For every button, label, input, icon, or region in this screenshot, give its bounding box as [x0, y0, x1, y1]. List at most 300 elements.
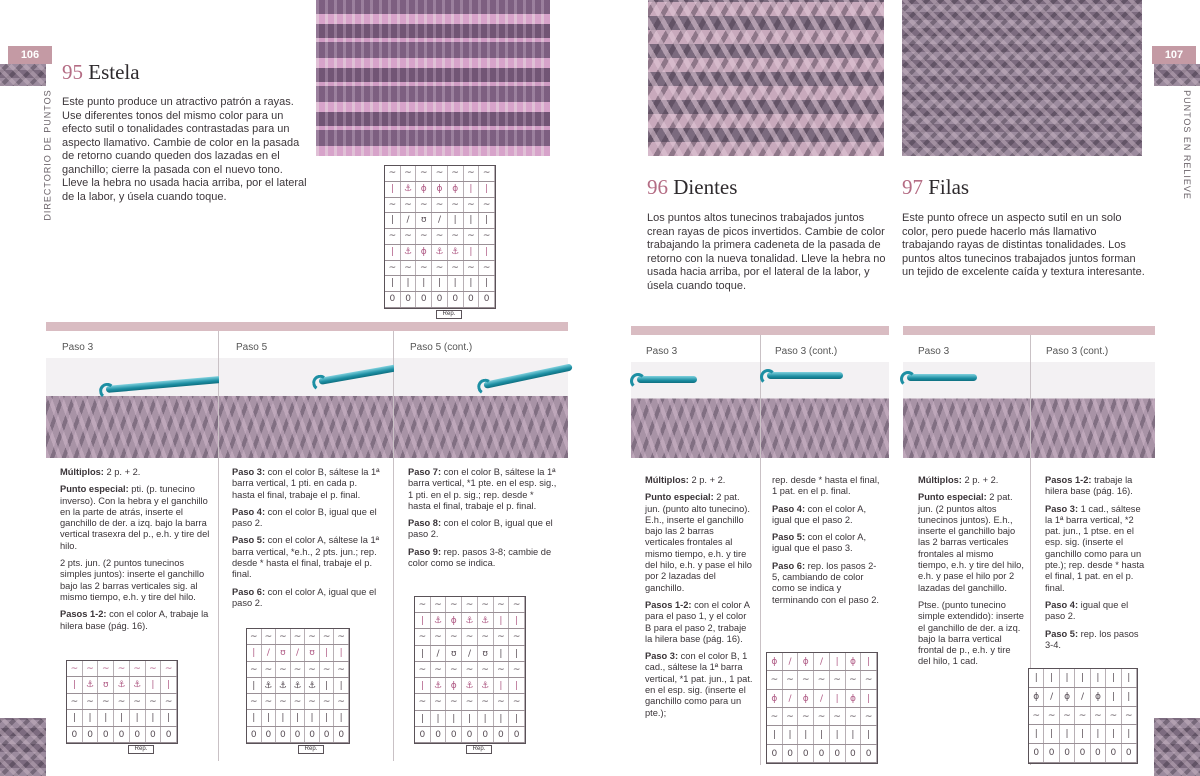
- chart-symbol: ⚓: [401, 245, 417, 260]
- chart-symbol: ~: [861, 708, 877, 725]
- crochet-hook-icon: [907, 374, 977, 381]
- stitch-97-step-photo-1: [903, 362, 1030, 458]
- chart-symbol: ~: [416, 261, 432, 276]
- chart-symbol: ~: [814, 671, 830, 688]
- chart-symbol: ~: [1091, 707, 1106, 725]
- chart-row: [415, 694, 525, 710]
- chart-symbol: 0: [130, 727, 146, 742]
- chart-symbol: ʊ: [276, 645, 291, 660]
- chart-symbol: ~: [509, 629, 525, 644]
- chart-symbol: /: [783, 690, 799, 707]
- chart-symbol: |: [861, 690, 877, 707]
- chart-symbol: |: [767, 726, 783, 743]
- instruction-step-text: 2 pat. jun. (2 puntos altos tunecinos juntos). E.h., inserte el ganchillo bajo las 2 barras verticales frontales al mismo tiempo, e.h. y tire del hilo, e.h. y pase el hilo por 2 lazadas del ganchillo.: [918, 492, 1024, 593]
- chart-symbol: ~: [83, 694, 99, 709]
- chart-symbol: |: [830, 690, 846, 707]
- chart-symbol: |: [416, 276, 432, 291]
- chart-symbol: |: [1122, 725, 1137, 743]
- chart-symbol: |: [479, 276, 495, 291]
- chart-symbol: ~: [161, 694, 177, 709]
- chart-symbol: |: [1060, 669, 1075, 687]
- stitch-95-number: 95: [62, 60, 83, 84]
- chart-symbol: |: [478, 711, 494, 726]
- chart-symbol: ~: [334, 662, 349, 677]
- chart-symbol: |: [464, 276, 480, 291]
- stitch-95-title: [62, 60, 140, 85]
- instruction-step-label: Múltiplos:: [60, 467, 104, 477]
- chart-symbol: ~: [114, 661, 130, 676]
- chart-symbol: ~: [478, 629, 494, 644]
- chart-symbol: 0: [1075, 744, 1090, 762]
- instruction-paragraph: [232, 507, 382, 530]
- chart-symbol: ~: [432, 261, 448, 276]
- chart-symbol: ~: [462, 629, 478, 644]
- chart-symbol: ~: [416, 166, 432, 181]
- instruction-step-text: 2 pat. jun. (punto alto tunecino). E.h., inserte el ganchillo bajo las 2 barras verticales frontales al mismo tiempo, e.h. y tire del hilo, e.h. y pase el hilo por 2 lazadas del ganchillo.: [645, 492, 752, 593]
- chart-symbol: ~: [114, 694, 130, 709]
- chart-symbol: |: [1029, 725, 1044, 743]
- chart-row: [415, 646, 525, 662]
- chart-row: [415, 727, 525, 743]
- stitch-96-instructions-col-2: [772, 475, 884, 612]
- chart-symbol: ~: [291, 629, 306, 644]
- instruction-step-label: Punto especial:: [918, 492, 987, 503]
- chart-symbol: /: [814, 690, 830, 707]
- stitch-95-swatch-photo: [316, 0, 550, 156]
- chart-symbol: |: [320, 710, 335, 725]
- instruction-paragraph: [232, 535, 382, 580]
- chart-symbol: |: [305, 710, 320, 725]
- chart-symbol: ~: [385, 198, 401, 213]
- chart-symbol: ɸ: [1091, 688, 1106, 706]
- chart-symbol: ~: [783, 708, 799, 725]
- instruction-paragraph: [60, 467, 210, 478]
- chart-symbol: |: [1091, 725, 1106, 743]
- chart-symbol: ~: [783, 671, 799, 688]
- chart-symbol: 0: [431, 727, 447, 742]
- instruction-step-label: Paso 3:: [1045, 503, 1079, 514]
- chart-symbol: ʊ: [446, 646, 462, 661]
- chart-symbol: |: [1106, 688, 1121, 706]
- chart-symbol: 0: [401, 292, 417, 307]
- chart-symbol: 0: [432, 292, 448, 307]
- stitch-95-step-photo-1: [46, 358, 218, 458]
- chart-symbol: 0: [98, 727, 114, 742]
- chart-symbol: ~: [830, 671, 846, 688]
- chart-symbol: /: [291, 645, 306, 660]
- chart-symbol: 0: [415, 727, 431, 742]
- chart-symbol: |: [1075, 669, 1090, 687]
- chart-symbol: |: [334, 710, 349, 725]
- chart-symbol: |: [146, 710, 162, 725]
- instruction-step-label: Paso 4:: [1045, 599, 1079, 610]
- chart-row: [385, 229, 495, 245]
- chart-symbol: ~: [494, 629, 510, 644]
- chart-symbol: |: [262, 710, 277, 725]
- chart-symbol: ~: [464, 229, 480, 244]
- chart-symbol: ~: [431, 597, 447, 612]
- stitch-95-step-band: [46, 322, 568, 331]
- chart-symbol: ʊ: [305, 645, 320, 660]
- stitch-97-step-label-2: Paso 3 (cont.): [1046, 346, 1109, 357]
- stitch-97-step-band: [903, 326, 1155, 335]
- chart-symbol: ~: [1029, 707, 1044, 725]
- chart-symbol: ~: [247, 694, 262, 709]
- crochet-hook-icon: [767, 372, 843, 379]
- chart-symbol: ɸ: [767, 690, 783, 707]
- chart-symbol: ~: [385, 166, 401, 181]
- chart-symbol: ɸ: [798, 653, 814, 670]
- instruction-paragraph: [772, 532, 884, 555]
- stitch-96-chart: [766, 652, 878, 764]
- chart-symbol: ~: [462, 694, 478, 709]
- chart-symbol: ~: [1044, 707, 1059, 725]
- chart-symbol: ~: [431, 694, 447, 709]
- chart-symbol: 0: [416, 292, 432, 307]
- chart-symbol: ~: [67, 661, 83, 676]
- chart-symbol: ~: [432, 229, 448, 244]
- chart-symbol: |: [161, 710, 177, 725]
- chart-symbol: /: [432, 213, 448, 228]
- chart-row: [385, 182, 495, 198]
- stitch-95-step-photo-2: [219, 358, 393, 458]
- chart-symbol: ~: [446, 629, 462, 644]
- chart-symbol: |: [98, 710, 114, 725]
- stitch-95-step-label-3: Paso 5 (cont.): [410, 342, 473, 353]
- chart-symbol: ⚓: [305, 678, 320, 693]
- instruction-step-text: con el color A, igual que el paso 2.: [232, 586, 377, 608]
- instruction-paragraph: [232, 587, 382, 610]
- instruction-paragraph: [1045, 504, 1149, 594]
- instruction-paragraph: [772, 561, 884, 606]
- chart-symbol: 0: [291, 727, 306, 742]
- instruction-step-label: Múltiplos:: [918, 475, 962, 485]
- chart-row: [67, 661, 177, 677]
- crochet-hook-icon: [637, 376, 697, 383]
- stitch-96-step-photo-1: [631, 362, 760, 458]
- chart-row: [247, 629, 349, 645]
- chart-symbol: |: [1091, 669, 1106, 687]
- chart-symbol: ⚓: [448, 245, 464, 260]
- corner-swatch-bottom-right: [1154, 718, 1200, 776]
- instruction-paragraph: [1045, 629, 1149, 652]
- chart-symbol: ~: [814, 708, 830, 725]
- section-label-right: PUNTOS EN RELIEVE: [1181, 90, 1192, 200]
- instruction-step-text: con el color B, sáltese la 1ª barra vertical, *1 pte. en el esp. sig., 1 pti. en el p. sig.; rep. desde * hasta el final, trabaje el p. final.: [408, 467, 557, 511]
- stitch-95-step-photo-3: [394, 358, 568, 458]
- chart-symbol: ~: [464, 198, 480, 213]
- instruction-step-text: con el color B, igual que el paso 2.: [232, 506, 377, 529]
- chart-symbol: |: [446, 711, 462, 726]
- instruction-step-label: Punto especial:: [60, 484, 129, 495]
- stitch-97-name: Filas: [928, 175, 970, 199]
- chart-symbol: ⚓: [262, 678, 277, 693]
- stitch-95-step-label-1: Paso 3: [62, 342, 94, 353]
- chart-symbol: ~: [262, 629, 277, 644]
- chart-symbol: |: [448, 213, 464, 228]
- chart-symbol: ~: [416, 198, 432, 213]
- chart-symbol: ~: [494, 597, 510, 612]
- chart-symbol: ~: [1122, 707, 1137, 725]
- chart-symbol: |: [385, 213, 401, 228]
- stitch-95-instructions-col-3: [408, 467, 558, 575]
- chart-symbol: ~: [83, 661, 99, 676]
- chart-row: [67, 677, 177, 693]
- chart-symbol: ~: [262, 694, 277, 709]
- chart-symbol: ⚓: [462, 678, 478, 693]
- instruction-paragraph: [645, 475, 755, 486]
- chart-symbol: |: [385, 276, 401, 291]
- chart-symbol: 0: [464, 292, 480, 307]
- chart-rep: Rep.: [466, 745, 492, 754]
- chart-symbol: ~: [767, 708, 783, 725]
- chart-symbol: ~: [415, 662, 431, 677]
- stitch-96-step-band: [631, 326, 889, 335]
- chart-symbol: |: [385, 245, 401, 260]
- instruction-step-text: con el color B, 1 cad., sáltese la 1ª barra vertical, *1 pat. jun., 1 pat. en el esp. sig. (inserte el ganchillo como para un pte.);: [645, 651, 753, 718]
- chart-symbol: ~: [767, 671, 783, 688]
- instruction-paragraph: [232, 467, 382, 501]
- chart-symbol: ~: [276, 694, 291, 709]
- instruction-paragraph: [645, 651, 755, 719]
- stitch-96-name: Dientes: [673, 175, 738, 199]
- stitch-97-swatch-photo: [902, 0, 1142, 156]
- chart-symbol: /: [1075, 688, 1090, 706]
- chart-symbol: ~: [478, 694, 494, 709]
- instruction-paragraph: [918, 600, 1024, 668]
- corner-swatch-top-left: [0, 64, 46, 86]
- chart-symbol: ~: [861, 671, 877, 688]
- instruction-paragraph: [918, 492, 1024, 594]
- chart-symbol: ~: [448, 166, 464, 181]
- chart-row: [247, 645, 349, 661]
- section-label-left: DIRECTORIO DE PUNTOS: [42, 89, 53, 221]
- chart-symbol: ~: [291, 662, 306, 677]
- page-number-left: 106: [8, 46, 52, 64]
- chart-symbol: ⚓: [431, 678, 447, 693]
- chart-row: [415, 597, 525, 613]
- stitch-96-swatch-photo: [648, 0, 884, 156]
- chart-row: [385, 245, 495, 261]
- chart-symbol: ~: [432, 166, 448, 181]
- stitch-95-name: Estela: [88, 60, 140, 84]
- chart-rep: Rep.: [298, 745, 324, 754]
- instruction-step-label: Paso 3:: [232, 467, 266, 477]
- stitch-95-step-label-2: Paso 5: [236, 342, 268, 353]
- chart-symbol: |: [83, 710, 99, 725]
- chart-symbol: |: [320, 678, 335, 693]
- chart-symbol: 0: [1091, 744, 1106, 762]
- chart-row: [1029, 707, 1137, 726]
- chart-symbol: 0: [478, 727, 494, 742]
- corner-swatch-bottom-left: [0, 718, 46, 776]
- chart-row: [247, 727, 349, 743]
- chart-symbol: |: [1106, 725, 1121, 743]
- chart-symbol: ~: [1106, 707, 1121, 725]
- chart-symbol: ~: [479, 229, 495, 244]
- chart-symbol: ~: [320, 629, 335, 644]
- instruction-step-text: 2 pts. jun. (2 puntos tunecinos simples juntos): inserte el ganchillo bajo las 2 barras verticales sig. al mismo tiempo, e.h. y tire del hilo.: [60, 558, 205, 602]
- chart-symbol: |: [494, 711, 510, 726]
- chart-symbol: 0: [509, 727, 525, 742]
- chart-symbol: 0: [334, 727, 349, 742]
- chart-symbol: |: [494, 678, 510, 693]
- chart-symbol: 0: [67, 727, 83, 742]
- stitch-97-instructions-col-2: [1045, 475, 1149, 657]
- chart-row: [415, 662, 525, 678]
- chart-row: [415, 629, 525, 645]
- instruction-step-label: Paso 6:: [772, 560, 806, 571]
- chart-symbol: 0: [320, 727, 335, 742]
- chart-symbol: 0: [446, 727, 462, 742]
- chart-symbol: ⚓: [431, 613, 447, 628]
- instruction-step-text: con el color A, igual que el paso 2.: [772, 503, 867, 525]
- chart-symbol: ~: [509, 694, 525, 709]
- chart-symbol: ~: [305, 629, 320, 644]
- instruction-step-label: Múltiplos:: [645, 475, 689, 485]
- stitch-96-title: [647, 175, 737, 200]
- chart-symbol: 0: [146, 727, 162, 742]
- chart-symbol: ⚓: [83, 677, 99, 692]
- chart-symbol: 0: [1060, 744, 1075, 762]
- chart-symbol: ~: [262, 662, 277, 677]
- stitch-95-intro: Este punto produce un atractivo patrón a rayas. Use diferentes tonos del mismo color para un efecto sutil o tonalidades contrastadas para un aspecto llamativo. Cambie de color en la pasada de retorno cuando queden dos lazadas en el ganchillo; cierre la pasada con el nuevo tono. Lleve la hebra no usada hacia arriba, por el lateral de la labor, y úsela cuando toque.: [62, 96, 307, 203]
- instruction-step-label: Paso 9:: [408, 546, 442, 557]
- crochet-hook-icon: [106, 376, 226, 393]
- chart-symbol: ~: [494, 694, 510, 709]
- instruction-paragraph: [772, 475, 884, 498]
- chart-symbol: ɸ: [432, 182, 448, 197]
- chart-symbol: ʊ: [478, 646, 494, 661]
- instruction-step-text: Ptse. (punto tunecino simple extendido): inserte el ganchillo de der. a izq. bajo la barra vertical frontal de p., e.h. y tire del hilo, 1 cad.: [918, 599, 1024, 667]
- stitch-96-step-photo-2: [761, 362, 889, 458]
- instruction-paragraph: [60, 609, 210, 632]
- chart-symbol: ~: [846, 671, 862, 688]
- instruction-step-text: con el color A para el paso 1, y el color B para el paso 2, trabaje la hilera base (pág. 16).: [645, 599, 750, 644]
- chart-symbol: ~: [98, 694, 114, 709]
- chart-symbol: |: [814, 726, 830, 743]
- chart-symbol: |: [846, 726, 862, 743]
- chart-symbol: ~: [305, 694, 320, 709]
- stitch-95-instructions-col-2: [232, 467, 382, 615]
- chart-symbol: ⚓: [462, 613, 478, 628]
- chart-row: [385, 198, 495, 214]
- chart-symbol: ~: [385, 229, 401, 244]
- chart-symbol: ɸ: [798, 690, 814, 707]
- chart-symbol: ~: [494, 662, 510, 677]
- instruction-step-text: con el color A, igual que el paso 3.: [772, 532, 867, 554]
- chart-row: [385, 166, 495, 182]
- instruction-step-label: Paso 3:: [645, 651, 679, 662]
- stitch-97-number: 97: [902, 175, 923, 199]
- instruction-step-text: con el color A, trabaje la hilera base (pág. 16).: [60, 609, 209, 631]
- chart-symbol: |: [415, 711, 431, 726]
- instruction-step-text: con el color B, sáltese la 1ª barra vertical, 1 pti. en cada p. hasta el final, trabaje el p. final.: [232, 467, 380, 500]
- instruction-step-text: 1 cad., sáltese la 1ª barra vertical, *2 pat. jun., 1 ptse. en el esp. sig. (inserte el ganchillo como para un pte.); rep. desde * hasta el final, 1 pat. en el p. final.: [1045, 503, 1145, 593]
- instruction-step-label: Paso 7:: [408, 467, 442, 477]
- chart-symbol: ~: [478, 597, 494, 612]
- chart-row: [767, 690, 877, 708]
- chart-row: [385, 292, 495, 308]
- chart-symbol: ~: [401, 229, 417, 244]
- chart-symbol: 0: [861, 745, 877, 762]
- chart-symbol: |: [448, 276, 464, 291]
- chart-symbol: ~: [509, 597, 525, 612]
- chart-symbol: |: [247, 710, 262, 725]
- chart-symbol: ~: [416, 229, 432, 244]
- chart-symbol: ~: [446, 694, 462, 709]
- page-number-right: 107: [1152, 46, 1196, 64]
- chart-symbol: |: [830, 653, 846, 670]
- stitch-96-step-label-1: Paso 3: [646, 346, 678, 357]
- instruction-step-text: rep. los pasos 3-4.: [1045, 628, 1139, 650]
- chart-symbol: ⚓: [432, 245, 448, 260]
- chart-symbol: ~: [320, 694, 335, 709]
- instruction-step-label: Paso 5:: [1045, 628, 1079, 639]
- chart-symbol: /: [814, 653, 830, 670]
- stitch-96-intro: Los puntos altos tunecinos trabajados juntos crean rayas de picos invertidos. Cambie de color trabajando la primera cadeneta de la pasada de retorno con la nueva tonalidad. Lleve la hebra no usada hacia arriba, por el lateral de la labor, y úsela cuando toque.: [647, 212, 886, 292]
- chart-symbol: 0: [1106, 744, 1121, 762]
- chart-symbol: |: [798, 726, 814, 743]
- chart-symbol: ~: [276, 662, 291, 677]
- chart-symbol: /: [783, 653, 799, 670]
- chart-symbol: ~: [130, 694, 146, 709]
- chart-symbol: ~: [448, 229, 464, 244]
- chart-symbol: ~: [446, 662, 462, 677]
- chart-symbol: ~: [830, 708, 846, 725]
- chart-row: [385, 213, 495, 229]
- instruction-step-label: Paso 4:: [232, 506, 266, 517]
- chart-symbol: /: [462, 646, 478, 661]
- chart-symbol: |: [1122, 669, 1137, 687]
- chart-rep: Rep.: [128, 745, 154, 754]
- chart-symbol: ~: [98, 661, 114, 676]
- chart-symbol: ~: [146, 694, 162, 709]
- chart-symbol: |: [67, 677, 83, 692]
- instruction-step-label: Paso 6:: [232, 586, 266, 597]
- stitch-97-step-label-1: Paso 3: [918, 346, 950, 357]
- chart-symbol: ~: [385, 261, 401, 276]
- instruction-paragraph: [1045, 475, 1149, 498]
- chart-symbol: 0: [462, 727, 478, 742]
- chart-row: [247, 678, 349, 694]
- instruction-step-label: Pasos 1-2:: [645, 599, 692, 610]
- chart-symbol: ⚓: [478, 678, 494, 693]
- chart-symbol: ~: [334, 629, 349, 644]
- instruction-step-text: trabaje la hilera base (pág. 16).: [1045, 475, 1133, 497]
- chart-symbol: ʊ: [416, 213, 432, 228]
- chart-symbol: |: [67, 710, 83, 725]
- chart-symbol: |: [464, 213, 480, 228]
- instruction-step-label: Pasos 1-2:: [60, 609, 107, 620]
- chart-row: [385, 261, 495, 277]
- stitch-96-instructions-col-1: [645, 475, 755, 725]
- chart-symbol: |: [1106, 669, 1121, 687]
- chart-symbol: ~: [431, 662, 447, 677]
- chart-symbol: |: [320, 645, 335, 660]
- chart-symbol: |: [334, 678, 349, 693]
- chart-symbol: |: [432, 276, 448, 291]
- chart-symbol: ~: [431, 629, 447, 644]
- stitch-97-intro: Este punto ofrece un aspecto sutil en un solo color, pero puede hacerlo más llamativo trabajando rayas de distintas tonalidades. Los puntos altos tunecinos trabajados juntos forman un tejido de excelente caída y textura interesante.: [902, 212, 1145, 278]
- chart-symbol: ~: [1075, 707, 1090, 725]
- stitch-95-chart-rep: Rep.: [436, 310, 462, 319]
- stitch-95-chart-step-3: [414, 596, 526, 744]
- chart-symbol: 0: [247, 727, 262, 742]
- chart-symbol: 0: [83, 727, 99, 742]
- stitch-96-number: 96: [647, 175, 668, 199]
- chart-symbol: ɸ: [446, 613, 462, 628]
